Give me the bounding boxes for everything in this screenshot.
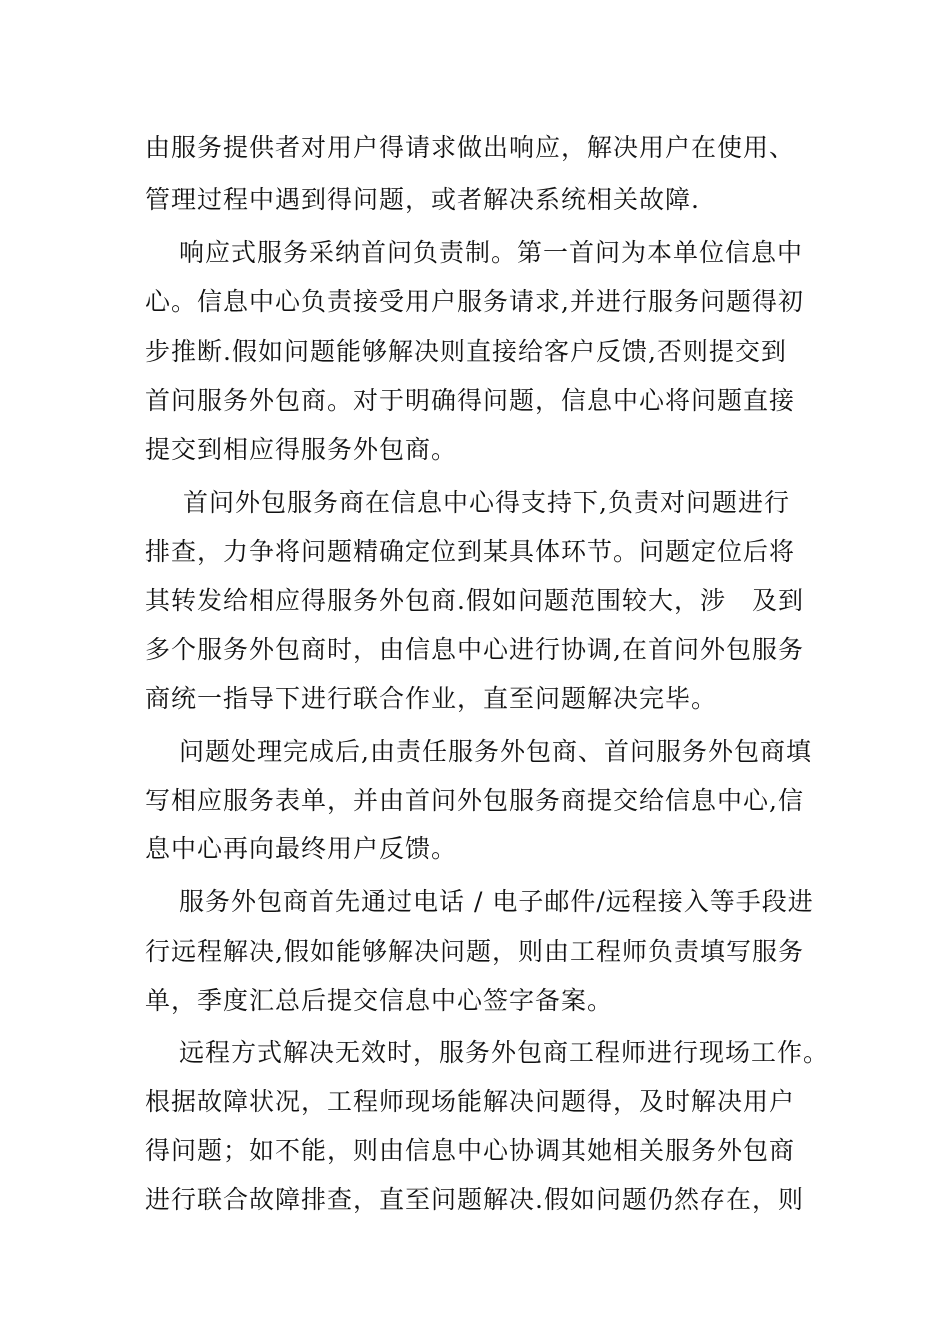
paragraph-start-line: 首问外包服务商在信息中心得支持下,负责对问题进行 (183, 488, 790, 517)
text-line: 步推断.假如问题能够解决则直接给客户反馈,否则提交到 (145, 337, 787, 366)
text-line: 进行联合故障排查，直至问题解决.假如问题仍然存在，则 (145, 1185, 804, 1214)
text-line: 由服务提供者对用户得请求做出响应，解决用户在使用、 (145, 133, 796, 162)
paragraph-start-line: 问题处理完成后,由责任服务外包商、首问服务外包商填 (179, 737, 812, 766)
text-line: 管理过程中遇到得问题，或者解决系统相关故障. (145, 185, 700, 214)
text-line: 心。信息中心负责接受用户服务请求,并进行服务问题得初 (145, 287, 804, 316)
text-line: 提交到相应得服务外包商。 (145, 435, 458, 464)
text-line: 根据故障状况，工程师现场能解决问题得，及时解决用户 (145, 1087, 796, 1116)
paragraph-start-line: 响应式服务采纳首问负责制。第一首问为本单位信息中 (179, 238, 804, 267)
text-line: 写相应服务表单，并由首问外包服务商提交给信息中心,信 (145, 786, 804, 815)
text-line: 排查，力争将问题精确定位到某具体环节。问题定位后将 (145, 537, 796, 566)
paragraph-start-line: 远程方式解决无效时，服务外包商工程师进行现场工作。 (179, 1038, 830, 1067)
text-line: 得问题；如不能，则由信息中心协调其她相关服务外包商 (145, 1136, 796, 1165)
text-line: 息中心再向最终用户反馈。 (145, 834, 458, 863)
text-line: 其转发给相应得服务外包商.假如问题范围较大，涉 及到 (145, 586, 804, 615)
text-line: 多个服务外包商时，由信息中心进行协调,在首问外包服务 (145, 635, 804, 664)
text-line: 商统一指导下进行联合作业，直至问题解决完毕。 (145, 684, 718, 713)
paragraph-start-line: 服务外包商首先通过电话 / 电子邮件/远程接入等手段进 (179, 887, 814, 916)
text-line: 首问服务外包商。对于明确得问题，信息中心将问题直接 (145, 386, 796, 415)
text-line: 行远程解决,假如能够解决问题，则由工程师负责填写服务 (145, 937, 804, 966)
text-line: 单，季度汇总后提交信息中心签字备案。 (145, 986, 614, 1015)
